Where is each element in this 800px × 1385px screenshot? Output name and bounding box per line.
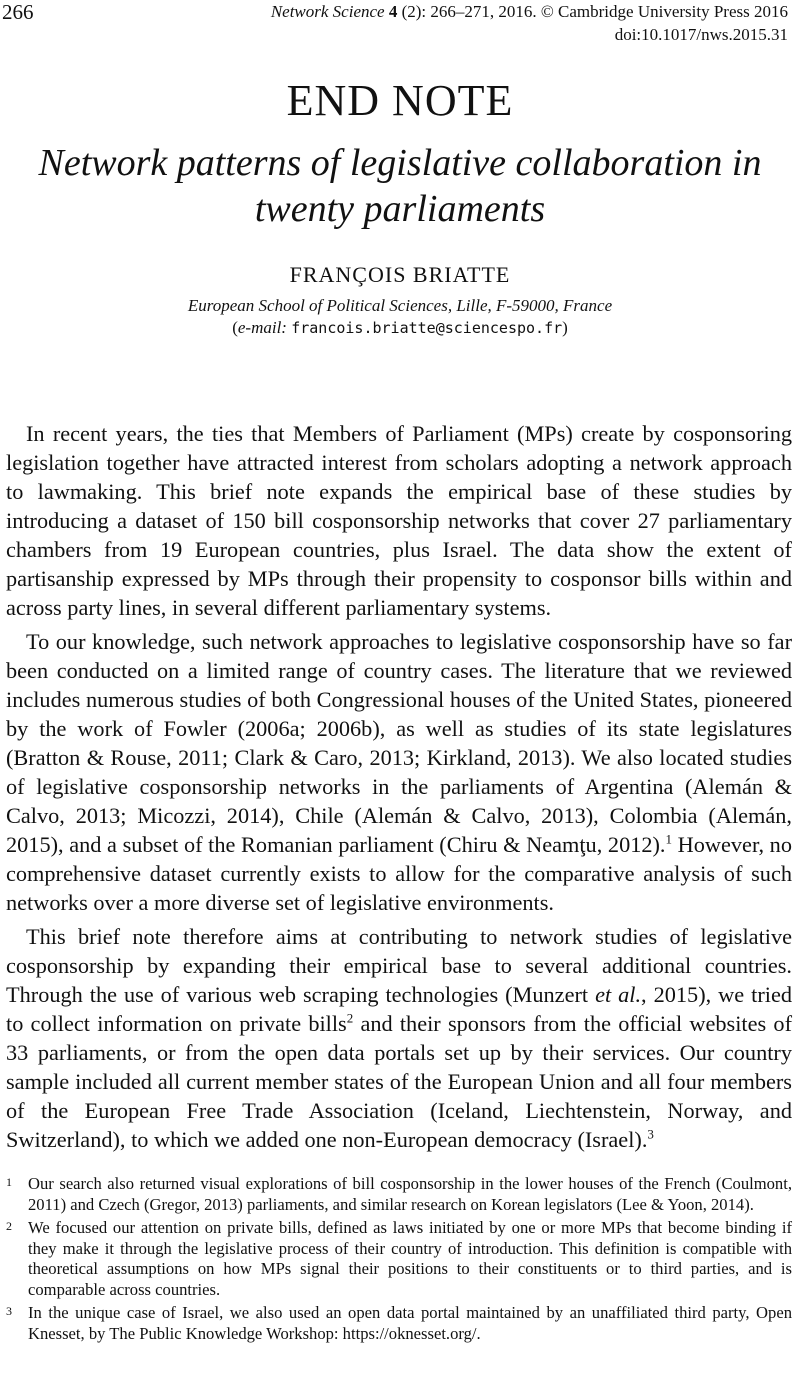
email-close-paren: ) [562,318,568,337]
article-title-line-2: twenty parliaments [254,188,546,230]
footnote-number: 3 [6,1304,12,1318]
footnote [6,1174,792,1215]
paragraph-2-text-a: To our knowledge, such network approaches to legislative cosponsorship have so far been conducted on a limited range of country cases. The literature that we reviewed includes numerous studies of both Congressional houses of the United States, pioneered by the work of Fowler (2006a; 2006b), as well as studies of its state legislatures (Bratton & Rouse, 2011; Clark & Caro, 2013; Kirkland, 2013). We also located studies of legislative cosponsorship networks in the parliaments of Argentina (Alemán & Calvo, 2013; Micozzi, 2014), Chile (Alemán & Calvo, 2013), Colombia (Alemán, 2015), and a subset of the Romanian parliament (Chiru & Neamţu, 2012). [6,629,792,857]
body-paragraph-1: In recent years, the ties that Members of Parliament (MPs) create by cosponsoring legislation together have attracted interest from scholars adopting a network approach to lawmaking. This brief note expands the empirical base of these studies by introducing a dataset of 150 bill cosponsorship networks that cover 27 parliamentary chambers from 19 European countries, plus Israel. The data show the extent of partisanship expressed by MPs through their propensity to cosponsor bills within and across party lines, in several different parliamentary systems. [6,421,792,620]
article-title [0,140,800,232]
paragraph-3-text-a: This brief note therefore aims at contributing to network studies of legislative cosponsorship by expanding their empirical base to several additional countries. Through the use of various web scraping technologies (Munzert [6,924,792,1007]
footnote-text: In the unique case of Israel, we also used an open data portal maintained by an unaffiliated third party, Open Knesset, by The Public Knowledge Workshop: https://oknesset.org/. [28,1303,792,1343]
author-name: FRANÇOIS BRIATTE [289,262,511,287]
footnote [6,1218,792,1300]
footnote-number: 2 [6,1219,12,1233]
doi: doi:10.1017/nws.2015.31 [614,25,788,44]
email-open-paren: ( [232,318,238,337]
footnote [6,1303,792,1344]
paragraph-2-text-b: However, no comprehensive dataset currently exists to allow for the comparative analysis of such networks over a more diverse set of legislative environments. [6,832,792,915]
running-head [271,0,788,24]
footnote-ref-2[interactable]: 2 [346,1010,354,1026]
paragraph-3-text-b: , 2015), we tried to collect information on private bills [6,982,792,1036]
footnote-text: Our search also returned visual explorations of bill cosponsorship in the lower houses of the French (Coulmont, 2011) and Czech (Gregor, 2013) parliaments, and similar research on Korean legislators (Lee & Yoon, 2014). [28,1174,792,1214]
journal-issue-pages: (2): 266–271, 2016. [401,2,537,21]
email-label: e-mail: [237,318,287,337]
footnote-number: 1 [6,1175,12,1189]
copyright-notice: © Cambridge University Press 2016 [540,2,788,21]
journal-volume: 4 [388,2,398,21]
page-number: 266 [2,0,34,24]
footnotes [6,1174,792,1347]
section-label: END NOTE [286,76,514,125]
footnote-ref-3[interactable]: 3 [647,1126,654,1142]
author-email-line [0,318,800,338]
footnote-text: We focused our attention on private bills, defined as laws initiated by one or more MPs that become binding if they make it through the legislative process of their country of introduction. This definition is compatible with theoretical assumptions on how MPs signal their positions to their constituents or to third parties, and is comparable across countries. [28,1218,792,1299]
et-al: et al. [595,982,642,1007]
author-email[interactable]: francois.briatte@sciencespo.fr [291,319,563,337]
body-paragraph-3 [6,922,792,1154]
author-affiliation: European School of Political Sciences, Lille, F-59000, France [187,296,613,315]
footnote-ref-1[interactable]: 1 [665,831,673,847]
article-body [6,419,792,1154]
paragraph-3-text-c: and their sponsors from the official websites of 33 parliaments, or from the open data portals set up by their services. Our country sample included all current member states of the European Union and all four members of the European Free Trade Association (Iceland, Liechtenstein, Norway, and Switzerland), to which we added one non-European democracy (Israel). [6,1011,792,1152]
body-paragraph-2 [6,627,792,917]
journal-name: Network Science [270,2,385,21]
article-title-line-1: Network patterns of legislative collaboration in [38,142,762,184]
